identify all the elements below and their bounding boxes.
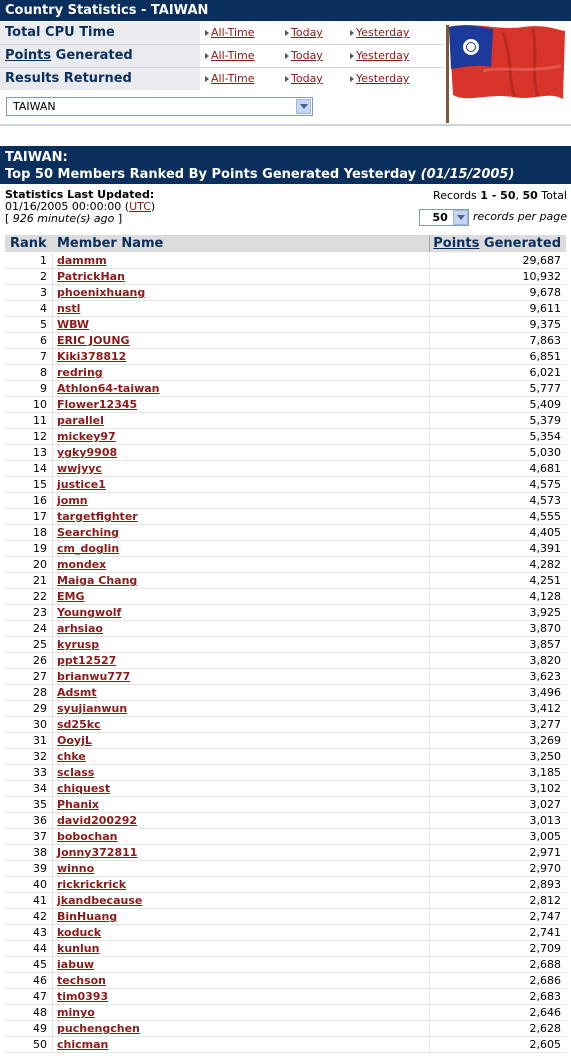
rank-cell: 46 bbox=[33, 974, 47, 987]
table-row bbox=[5, 701, 566, 717]
rank-cell: 20 bbox=[33, 558, 47, 571]
points-header-link[interactable]: Points bbox=[5, 48, 52, 63]
arrow-right-icon bbox=[205, 76, 209, 82]
points-cell: 2,683 bbox=[529, 990, 561, 1003]
table-row bbox=[5, 941, 566, 957]
table-row bbox=[5, 1021, 566, 1037]
points-cell: 3,102 bbox=[529, 782, 561, 795]
rank-cell: 41 bbox=[33, 894, 47, 907]
results-alltime-link[interactable]: All-Time bbox=[205, 68, 255, 90]
table-row bbox=[5, 413, 566, 429]
member-name-link[interactable]: Searching bbox=[57, 526, 120, 539]
rank-cell: 22 bbox=[33, 590, 47, 603]
points-cell: 3,623 bbox=[529, 670, 561, 683]
table-row bbox=[5, 349, 566, 365]
table-row bbox=[5, 525, 566, 541]
member-name-link[interactable]: mondex bbox=[57, 558, 107, 571]
points-cell: 2,628 bbox=[529, 1022, 561, 1035]
member-name-link[interactable]: Maiga Chang bbox=[57, 574, 138, 587]
member-name-link[interactable]: rickrickrick bbox=[57, 878, 127, 891]
stat-row-points bbox=[0, 45, 443, 67]
member-name-link[interactable]: nstl bbox=[57, 302, 81, 315]
rank-cell: 49 bbox=[33, 1022, 47, 1035]
table-row bbox=[5, 429, 566, 445]
member-name-link[interactable]: chicman bbox=[57, 1038, 109, 1051]
points-cell: 6,021 bbox=[529, 366, 561, 379]
member-name-link[interactable]: Athlon64-taiwan bbox=[57, 382, 160, 395]
rank-cell: 36 bbox=[33, 814, 47, 827]
points-cell: 29,687 bbox=[522, 254, 561, 267]
points-cell: 5,354 bbox=[529, 430, 561, 443]
member-name-link[interactable]: iabuw bbox=[57, 958, 95, 971]
points-cell: 3,496 bbox=[529, 686, 561, 699]
member-name-link[interactable]: brianwu777 bbox=[57, 670, 131, 683]
table-row bbox=[5, 541, 566, 557]
member-name-link[interactable]: jkandbecause bbox=[57, 894, 143, 907]
points-cell: 9,678 bbox=[529, 286, 561, 299]
rank-cell: 10 bbox=[33, 398, 47, 411]
member-name-link[interactable]: cm_doglin bbox=[57, 542, 120, 555]
table-row bbox=[5, 653, 566, 669]
stat-row-results bbox=[0, 68, 443, 90]
table-row bbox=[5, 637, 566, 653]
points-cell: 2,747 bbox=[529, 910, 561, 923]
rank-cell: 50 bbox=[33, 1038, 47, 1051]
rank-cell: 30 bbox=[33, 718, 47, 731]
points-cell: 2,812 bbox=[529, 894, 561, 907]
points-cell: 2,971 bbox=[529, 846, 561, 859]
points-cell: 4,405 bbox=[529, 526, 561, 539]
rank-cell: 13 bbox=[33, 446, 47, 459]
points-cell: 4,573 bbox=[529, 494, 561, 507]
points-cell: 4,555 bbox=[529, 510, 561, 523]
rank-cell: 45 bbox=[33, 958, 47, 971]
member-name-link[interactable]: techson bbox=[57, 974, 107, 987]
minutes-ago: [ 926 minute(s) ago ] bbox=[5, 212, 123, 225]
table-row bbox=[5, 269, 566, 285]
table-row bbox=[5, 621, 566, 637]
table-row bbox=[5, 333, 566, 349]
ranking-panel bbox=[0, 146, 571, 1056]
arrow-right-icon bbox=[350, 53, 354, 59]
table-row bbox=[5, 909, 566, 925]
table-row bbox=[5, 669, 566, 685]
points-cell: 10,932 bbox=[522, 270, 561, 283]
member-name-link[interactable]: minyo bbox=[57, 1006, 95, 1019]
rank-cell: 15 bbox=[33, 478, 47, 491]
table-row bbox=[5, 509, 566, 525]
rank-cell: 43 bbox=[33, 926, 47, 939]
taiwan-flag-image bbox=[443, 21, 571, 124]
points-cell: 4,282 bbox=[529, 558, 561, 571]
member-name-link[interactable]: chiquest bbox=[57, 782, 111, 795]
utc-link[interactable]: UTC bbox=[129, 200, 151, 213]
country-stats-panel bbox=[0, 0, 571, 124]
table-row bbox=[5, 973, 566, 989]
results-yesterday-link[interactable]: Yesterday bbox=[350, 68, 409, 90]
results-today-link[interactable]: Today bbox=[285, 68, 323, 90]
table-row bbox=[5, 493, 566, 509]
table-header bbox=[5, 235, 566, 252]
member-name-link[interactable]: puchengchen bbox=[57, 1022, 140, 1035]
member-name-link[interactable]: tim0393 bbox=[57, 990, 109, 1003]
points-cell: 3,250 bbox=[529, 750, 561, 763]
table-row bbox=[5, 797, 566, 813]
rank-cell: 39 bbox=[33, 862, 47, 875]
points-cell: 5,379 bbox=[529, 414, 561, 427]
points-cell: 4,251 bbox=[529, 574, 561, 587]
table-row bbox=[5, 893, 566, 909]
ranking-date: (01/15/2005) bbox=[420, 167, 515, 182]
col-points: Points Generated bbox=[433, 236, 561, 251]
rank-cell: 18 bbox=[33, 526, 47, 539]
records-count: Records 1 - 50, 50 Total bbox=[433, 189, 567, 202]
country-select-value: TAIWAN bbox=[13, 100, 56, 113]
table-row bbox=[5, 717, 566, 733]
rank-cell: 40 bbox=[33, 878, 47, 891]
rank-cell: 37 bbox=[33, 830, 47, 843]
dropdown-arrow-icon[interactable] bbox=[453, 210, 468, 225]
member-name-link[interactable]: Kiki378812 bbox=[57, 350, 127, 363]
rank-cell: 4 bbox=[40, 302, 47, 315]
points-cell: 2,741 bbox=[529, 926, 561, 939]
member-name-link[interactable]: ERIC JOUNG bbox=[57, 334, 130, 347]
stat-label-cpu-time: Total CPU Time bbox=[0, 22, 200, 44]
member-name-link[interactable]: BinHuang bbox=[57, 910, 118, 923]
member-name-link[interactable]: jomn bbox=[57, 494, 88, 507]
last-updated-label: Statistics Last Updated: bbox=[5, 188, 155, 201]
rank-cell: 3 bbox=[40, 286, 47, 299]
col-member-name: Member Name bbox=[57, 236, 164, 251]
table-row bbox=[5, 813, 566, 829]
country-select[interactable] bbox=[6, 97, 313, 116]
points-cell: 6,851 bbox=[529, 350, 561, 363]
rank-cell: 48 bbox=[33, 1006, 47, 1019]
table-row bbox=[5, 877, 566, 893]
member-name-link[interactable]: wwjyyc bbox=[57, 462, 102, 475]
member-name-link[interactable]: sclass bbox=[57, 766, 95, 779]
table-row bbox=[5, 317, 566, 333]
member-name-link[interactable]: dammm bbox=[57, 254, 107, 267]
member-name-link[interactable]: bobochan bbox=[57, 830, 118, 843]
rank-cell: 9 bbox=[40, 382, 47, 395]
member-table bbox=[5, 253, 566, 1053]
table-row bbox=[5, 925, 566, 941]
table-row bbox=[5, 845, 566, 861]
rank-cell: 14 bbox=[33, 462, 47, 475]
table-row bbox=[5, 397, 566, 413]
ranking-title: Top 50 Members Ranked By Points Generated Yesterday (01/15/2005) bbox=[5, 167, 515, 182]
member-name-link[interactable]: redring bbox=[57, 366, 103, 379]
rank-cell: 24 bbox=[33, 622, 47, 635]
points-cell: 3,269 bbox=[529, 734, 561, 747]
stat-row-cpu-time bbox=[0, 22, 443, 44]
member-name-link[interactable]: sd25kc bbox=[57, 718, 101, 731]
points-cell: 2,893 bbox=[529, 878, 561, 891]
cpu-time-today-link[interactable]: Today bbox=[285, 22, 323, 44]
points-cell: 3,925 bbox=[529, 606, 561, 619]
per-page-select[interactable]: 50 bbox=[419, 209, 469, 226]
arrow-right-icon bbox=[285, 53, 289, 59]
rank-cell: 12 bbox=[33, 430, 47, 443]
points-cell: 4,681 bbox=[529, 462, 561, 475]
stat-label-points: Points Generated bbox=[0, 45, 200, 67]
table-row bbox=[5, 781, 566, 797]
points-cell: 2,970 bbox=[529, 862, 561, 875]
member-name-link[interactable]: WBW bbox=[57, 318, 90, 331]
table-row bbox=[5, 957, 566, 973]
rank-cell: 19 bbox=[33, 542, 47, 555]
member-name-link[interactable]: kyrusp bbox=[57, 638, 100, 651]
points-cell: 3,027 bbox=[529, 798, 561, 811]
arrow-right-icon bbox=[205, 53, 209, 59]
rank-cell: 35 bbox=[33, 798, 47, 811]
rank-cell: 28 bbox=[33, 686, 47, 699]
table-row bbox=[5, 381, 566, 397]
member-name-link[interactable]: Jonny372811 bbox=[57, 846, 138, 859]
points-yesterday-link[interactable]: Yesterday bbox=[350, 45, 409, 67]
rank-cell: 34 bbox=[33, 782, 47, 795]
country-stats-title: Country Statistics - TAIWAN bbox=[0, 0, 571, 21]
rank-cell: 21 bbox=[33, 574, 47, 587]
points-cell: 2,646 bbox=[529, 1006, 561, 1019]
member-name-link[interactable]: justice1 bbox=[57, 478, 106, 491]
per-page-control bbox=[419, 208, 567, 226]
rank-cell: 5 bbox=[40, 318, 47, 331]
table-row bbox=[5, 1005, 566, 1021]
table-row bbox=[5, 605, 566, 621]
points-cell: 3,870 bbox=[529, 622, 561, 635]
arrow-right-icon bbox=[285, 30, 289, 36]
table-row bbox=[5, 733, 566, 749]
points-cell: 5,777 bbox=[529, 382, 561, 395]
table-row bbox=[5, 1037, 566, 1053]
table-row bbox=[5, 861, 566, 877]
table-row bbox=[5, 477, 566, 493]
rank-cell: 33 bbox=[33, 766, 47, 779]
member-name-link[interactable]: PatrickHan bbox=[57, 270, 125, 283]
arrow-right-icon bbox=[285, 76, 289, 82]
points-cell: 3,185 bbox=[529, 766, 561, 779]
points-cell: 3,412 bbox=[529, 702, 561, 715]
table-row bbox=[5, 365, 566, 381]
table-row bbox=[5, 589, 566, 605]
table-row bbox=[5, 301, 566, 317]
member-name-link[interactable]: ygky9908 bbox=[57, 446, 118, 459]
rank-cell: 38 bbox=[33, 846, 47, 859]
member-name-link[interactable]: Phanix bbox=[57, 798, 100, 811]
arrow-right-icon bbox=[350, 76, 354, 82]
last-updated-value: 01/16/2005 00:00:00 (UTC) bbox=[5, 200, 156, 213]
arrow-right-icon bbox=[205, 30, 209, 36]
member-name-link[interactable]: Flower12345 bbox=[57, 398, 138, 411]
points-today-link[interactable]: Today bbox=[285, 45, 323, 67]
table-row bbox=[5, 989, 566, 1005]
points-cell: 7,863 bbox=[529, 334, 561, 347]
rank-cell: 1 bbox=[40, 254, 47, 267]
rank-cell: 25 bbox=[33, 638, 47, 651]
member-name-link[interactable]: chke bbox=[57, 750, 86, 763]
member-name-link[interactable]: syujianwun bbox=[57, 702, 128, 715]
stat-label-results: Results Returned bbox=[0, 68, 200, 90]
points-cell: 9,375 bbox=[529, 318, 561, 331]
rank-cell: 31 bbox=[33, 734, 47, 747]
rank-cell: 26 bbox=[33, 654, 47, 667]
points-cell: 4,391 bbox=[529, 542, 561, 555]
dropdown-arrow-icon[interactable] bbox=[296, 99, 311, 114]
table-row bbox=[5, 445, 566, 461]
points-alltime-link[interactable]: All-Time bbox=[205, 45, 255, 67]
rank-cell: 16 bbox=[33, 494, 47, 507]
table-row bbox=[5, 749, 566, 765]
member-name-link[interactable]: targetfighter bbox=[57, 510, 138, 523]
member-name-link[interactable]: Adsmt bbox=[57, 686, 97, 699]
col-rank: Rank bbox=[10, 236, 47, 251]
member-name-link[interactable]: winno bbox=[57, 862, 95, 875]
table-row bbox=[5, 253, 566, 269]
member-name-link[interactable]: koduck bbox=[57, 926, 102, 939]
rank-cell: 6 bbox=[40, 334, 47, 347]
points-sort-link[interactable]: Points bbox=[433, 236, 480, 251]
member-name-link[interactable]: parallel bbox=[57, 414, 104, 427]
points-cell: 2,605 bbox=[529, 1038, 561, 1051]
points-cell: 3,005 bbox=[529, 830, 561, 843]
member-name-link[interactable]: phoenixhuang bbox=[57, 286, 146, 299]
member-name-link[interactable]: OoyjL bbox=[57, 734, 92, 747]
member-name-link[interactable]: kunlun bbox=[57, 942, 100, 955]
last-updated-block bbox=[5, 189, 155, 225]
rank-cell: 32 bbox=[33, 750, 47, 763]
table-row bbox=[5, 557, 566, 573]
points-cell: 5,409 bbox=[529, 398, 561, 411]
cpu-time-alltime-link[interactable]: All-Time bbox=[205, 22, 255, 44]
table-row bbox=[5, 685, 566, 701]
points-cell: 3,013 bbox=[529, 814, 561, 827]
ranking-header bbox=[0, 146, 571, 184]
rank-cell: 44 bbox=[33, 942, 47, 955]
table-row bbox=[5, 829, 566, 845]
points-cell: 2,686 bbox=[529, 974, 561, 987]
rank-cell: 47 bbox=[33, 990, 47, 1003]
rank-cell: 23 bbox=[33, 606, 47, 619]
points-cell: 5,030 bbox=[529, 446, 561, 459]
table-row bbox=[5, 765, 566, 781]
rank-cell: 8 bbox=[40, 366, 47, 379]
table-row bbox=[5, 461, 566, 477]
per-page-label: records per page bbox=[472, 210, 567, 223]
rank-cell: 42 bbox=[33, 910, 47, 923]
member-name-link[interactable]: EMG bbox=[57, 590, 85, 603]
flag-icon bbox=[443, 21, 571, 124]
rank-cell: 7 bbox=[40, 350, 47, 363]
points-cell: 4,128 bbox=[529, 590, 561, 603]
member-name-link[interactable]: Youngwolf bbox=[57, 606, 122, 619]
points-cell: 3,820 bbox=[529, 654, 561, 667]
points-cell: 9,611 bbox=[529, 302, 561, 315]
rank-cell: 17 bbox=[33, 510, 47, 523]
points-cell: 2,688 bbox=[529, 958, 561, 971]
member-name-link[interactable]: mickey97 bbox=[57, 430, 116, 443]
arrow-right-icon bbox=[350, 30, 354, 36]
rank-cell: 11 bbox=[33, 414, 47, 427]
cpu-time-yesterday-link[interactable]: Yesterday bbox=[350, 22, 409, 44]
points-cell: 2,709 bbox=[529, 942, 561, 955]
rank-cell: 27 bbox=[33, 670, 47, 683]
rank-cell: 2 bbox=[40, 270, 47, 283]
member-name-link[interactable]: arhsiao bbox=[57, 622, 103, 635]
member-name-link[interactable]: ppt12527 bbox=[57, 654, 117, 667]
points-cell: 3,857 bbox=[529, 638, 561, 651]
points-cell: 4,575 bbox=[529, 478, 561, 491]
points-cell: 3,277 bbox=[529, 718, 561, 731]
rank-cell: 29 bbox=[33, 702, 47, 715]
section-divider bbox=[0, 124, 571, 126]
table-row bbox=[5, 573, 566, 589]
table-row bbox=[5, 285, 566, 301]
member-name-link[interactable]: david200292 bbox=[57, 814, 138, 827]
ranking-country: TAIWAN: bbox=[5, 150, 68, 165]
